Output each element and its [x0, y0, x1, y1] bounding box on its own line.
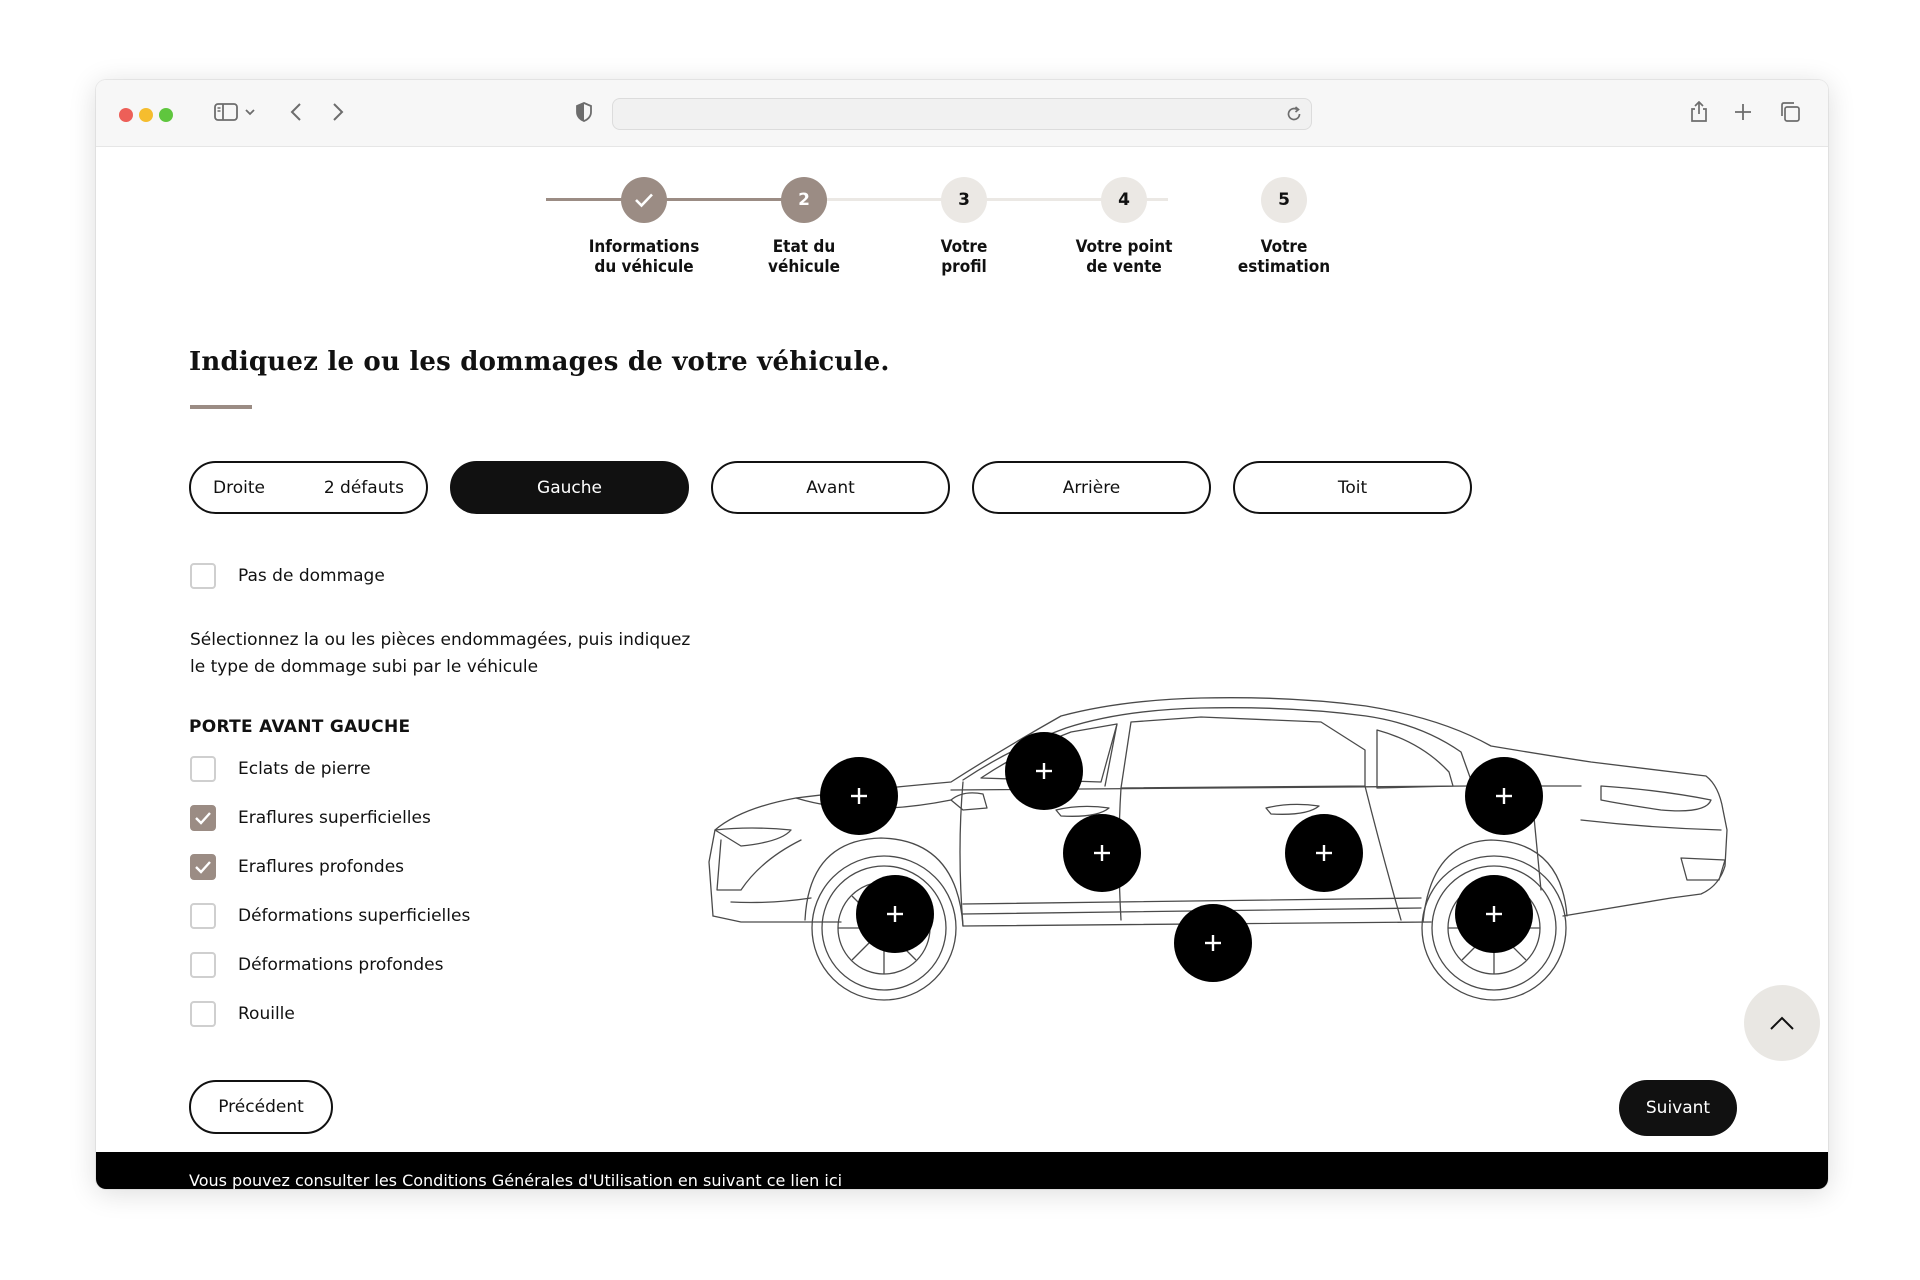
forward-icon[interactable]	[328, 96, 348, 128]
title-underline	[190, 405, 252, 409]
footer-cgu-link[interactable]: Vous pouvez consulter les Conditions Générales d'Utilisation en suivant ce lien ici	[189, 1171, 843, 1189]
hotspot-rear-wheel[interactable]	[1455, 875, 1533, 953]
plus-icon	[1493, 785, 1515, 807]
step-5	[1204, 177, 1364, 277]
hotspot-side-sill[interactable]	[1174, 904, 1252, 982]
damage-option[interactable]	[190, 854, 404, 880]
browser-toolbar	[96, 80, 1828, 147]
hotspot-front-wheel[interactable]	[856, 875, 934, 953]
damage-checkbox[interactable]	[190, 854, 216, 880]
plus-icon	[1483, 903, 1505, 925]
hotspot-windshield[interactable]	[1005, 732, 1083, 810]
scroll-to-top-button[interactable]	[1744, 985, 1820, 1061]
step-label	[1204, 237, 1364, 277]
damage-option[interactable]	[190, 903, 470, 929]
no-damage-option[interactable]	[190, 563, 385, 589]
step-done-circle	[621, 177, 667, 223]
new-tab-icon[interactable]	[1732, 96, 1754, 128]
plus-icon	[1033, 760, 1055, 782]
defect-count-badge: 2 défauts	[323, 477, 404, 498]
no-damage-checkbox[interactable]	[190, 563, 216, 589]
tab-label: Droite	[213, 477, 265, 498]
tab-label: Avant	[806, 477, 855, 498]
shield-icon	[573, 96, 595, 128]
step-label	[1044, 237, 1204, 277]
tab-label: Toit	[1337, 477, 1368, 498]
plus-icon	[1091, 842, 1113, 864]
tabs-overview-icon[interactable]	[1778, 96, 1802, 128]
hotspot-front-bumper[interactable]	[820, 757, 898, 835]
damage-option[interactable]	[190, 1001, 295, 1027]
hotspot-rear-window[interactable]	[1465, 757, 1543, 835]
tab-avant[interactable]	[711, 461, 950, 514]
step-label	[724, 237, 884, 277]
step-label-line: Informations	[588, 237, 700, 257]
minimize-window-button[interactable]	[139, 108, 153, 122]
step-label-line: Votre point	[1075, 237, 1173, 257]
step-number: 3	[941, 177, 987, 223]
tab-arriere[interactable]	[972, 461, 1211, 514]
damage-option[interactable]	[190, 805, 431, 831]
hotspot-rear-door[interactable]	[1285, 814, 1363, 892]
instructions-line: Sélectionnez la ou les pièces endommagées, puis indiquez	[190, 630, 691, 650]
step-label-line: profil	[941, 257, 987, 277]
step-number: 5	[1261, 177, 1307, 223]
step-1	[564, 177, 724, 277]
damage-label: Déformations profondes	[238, 955, 444, 975]
step-label	[884, 237, 1044, 277]
checkmark-icon	[634, 192, 654, 208]
sidebar-icon[interactable]	[212, 96, 240, 128]
tab-label: Gauche	[537, 477, 602, 498]
no-damage-label: Pas de dommage	[238, 566, 385, 586]
page-content	[96, 147, 1828, 1189]
damage-label: Eclats de pierre	[238, 759, 371, 779]
previous-button[interactable]: Précédent	[189, 1080, 333, 1134]
damage-label: Eraflures superficielles	[238, 808, 431, 828]
damage-checkbox[interactable]	[190, 952, 216, 978]
address-bar[interactable]	[612, 98, 1312, 130]
step-label-line: de vente	[1086, 257, 1162, 277]
reload-icon[interactable]	[1285, 105, 1303, 127]
step-label-line: véhicule	[767, 257, 841, 277]
chevron-up-icon	[1769, 1015, 1795, 1031]
close-window-button[interactable]	[119, 108, 133, 122]
hotspot-front-door[interactable]	[1063, 814, 1141, 892]
instructions-line: le type de dommage subi par le véhicule	[190, 657, 539, 677]
checkmark-icon	[194, 811, 212, 825]
step-label-line: Votre	[940, 237, 988, 257]
tab-gauche[interactable]	[450, 461, 689, 514]
selected-part-title: PORTE AVANT GAUCHE	[189, 717, 411, 737]
maximize-window-button[interactable]	[159, 108, 173, 122]
plus-icon	[1202, 932, 1224, 954]
instructions-text	[190, 627, 710, 681]
damage-checkbox[interactable]	[190, 903, 216, 929]
step-label-line: Votre	[1260, 237, 1308, 257]
damage-checkbox[interactable]	[190, 805, 216, 831]
footer	[96, 1152, 1828, 1189]
damage-label: Déformations superficielles	[238, 906, 471, 926]
damage-checkbox[interactable]	[190, 1001, 216, 1027]
tab-label: Arrière	[1062, 477, 1121, 498]
browser-window	[96, 80, 1828, 1189]
checkmark-icon	[194, 860, 212, 874]
step-number: 4	[1101, 177, 1147, 223]
step-number: 2	[781, 177, 827, 223]
step-label-line: estimation	[1237, 257, 1331, 277]
damage-checkbox[interactable]	[190, 756, 216, 782]
plus-icon	[848, 785, 870, 807]
step-3	[884, 177, 1044, 277]
plus-icon	[1313, 842, 1335, 864]
share-icon[interactable]	[1687, 96, 1711, 128]
damage-option[interactable]	[190, 756, 371, 782]
damage-label: Eraflures profondes	[238, 857, 405, 877]
tab-toit[interactable]	[1233, 461, 1472, 514]
page-title: Indiquez le ou les dommages de votre véhicule.	[189, 347, 890, 377]
back-icon[interactable]	[286, 96, 306, 128]
chevron-down-icon[interactable]	[243, 96, 257, 128]
step-label-line: du véhicule	[594, 257, 694, 277]
step-2	[724, 177, 884, 277]
step-label	[564, 237, 724, 277]
step-4	[1044, 177, 1204, 277]
damage-label: Rouille	[238, 1004, 295, 1024]
tab-droite[interactable]	[189, 461, 428, 514]
next-button[interactable]: Suivant	[1619, 1080, 1737, 1136]
car-side-diagram	[701, 690, 1731, 1010]
plus-icon	[884, 903, 906, 925]
step-label-line: Etat du	[772, 237, 836, 257]
damage-option[interactable]	[190, 952, 444, 978]
